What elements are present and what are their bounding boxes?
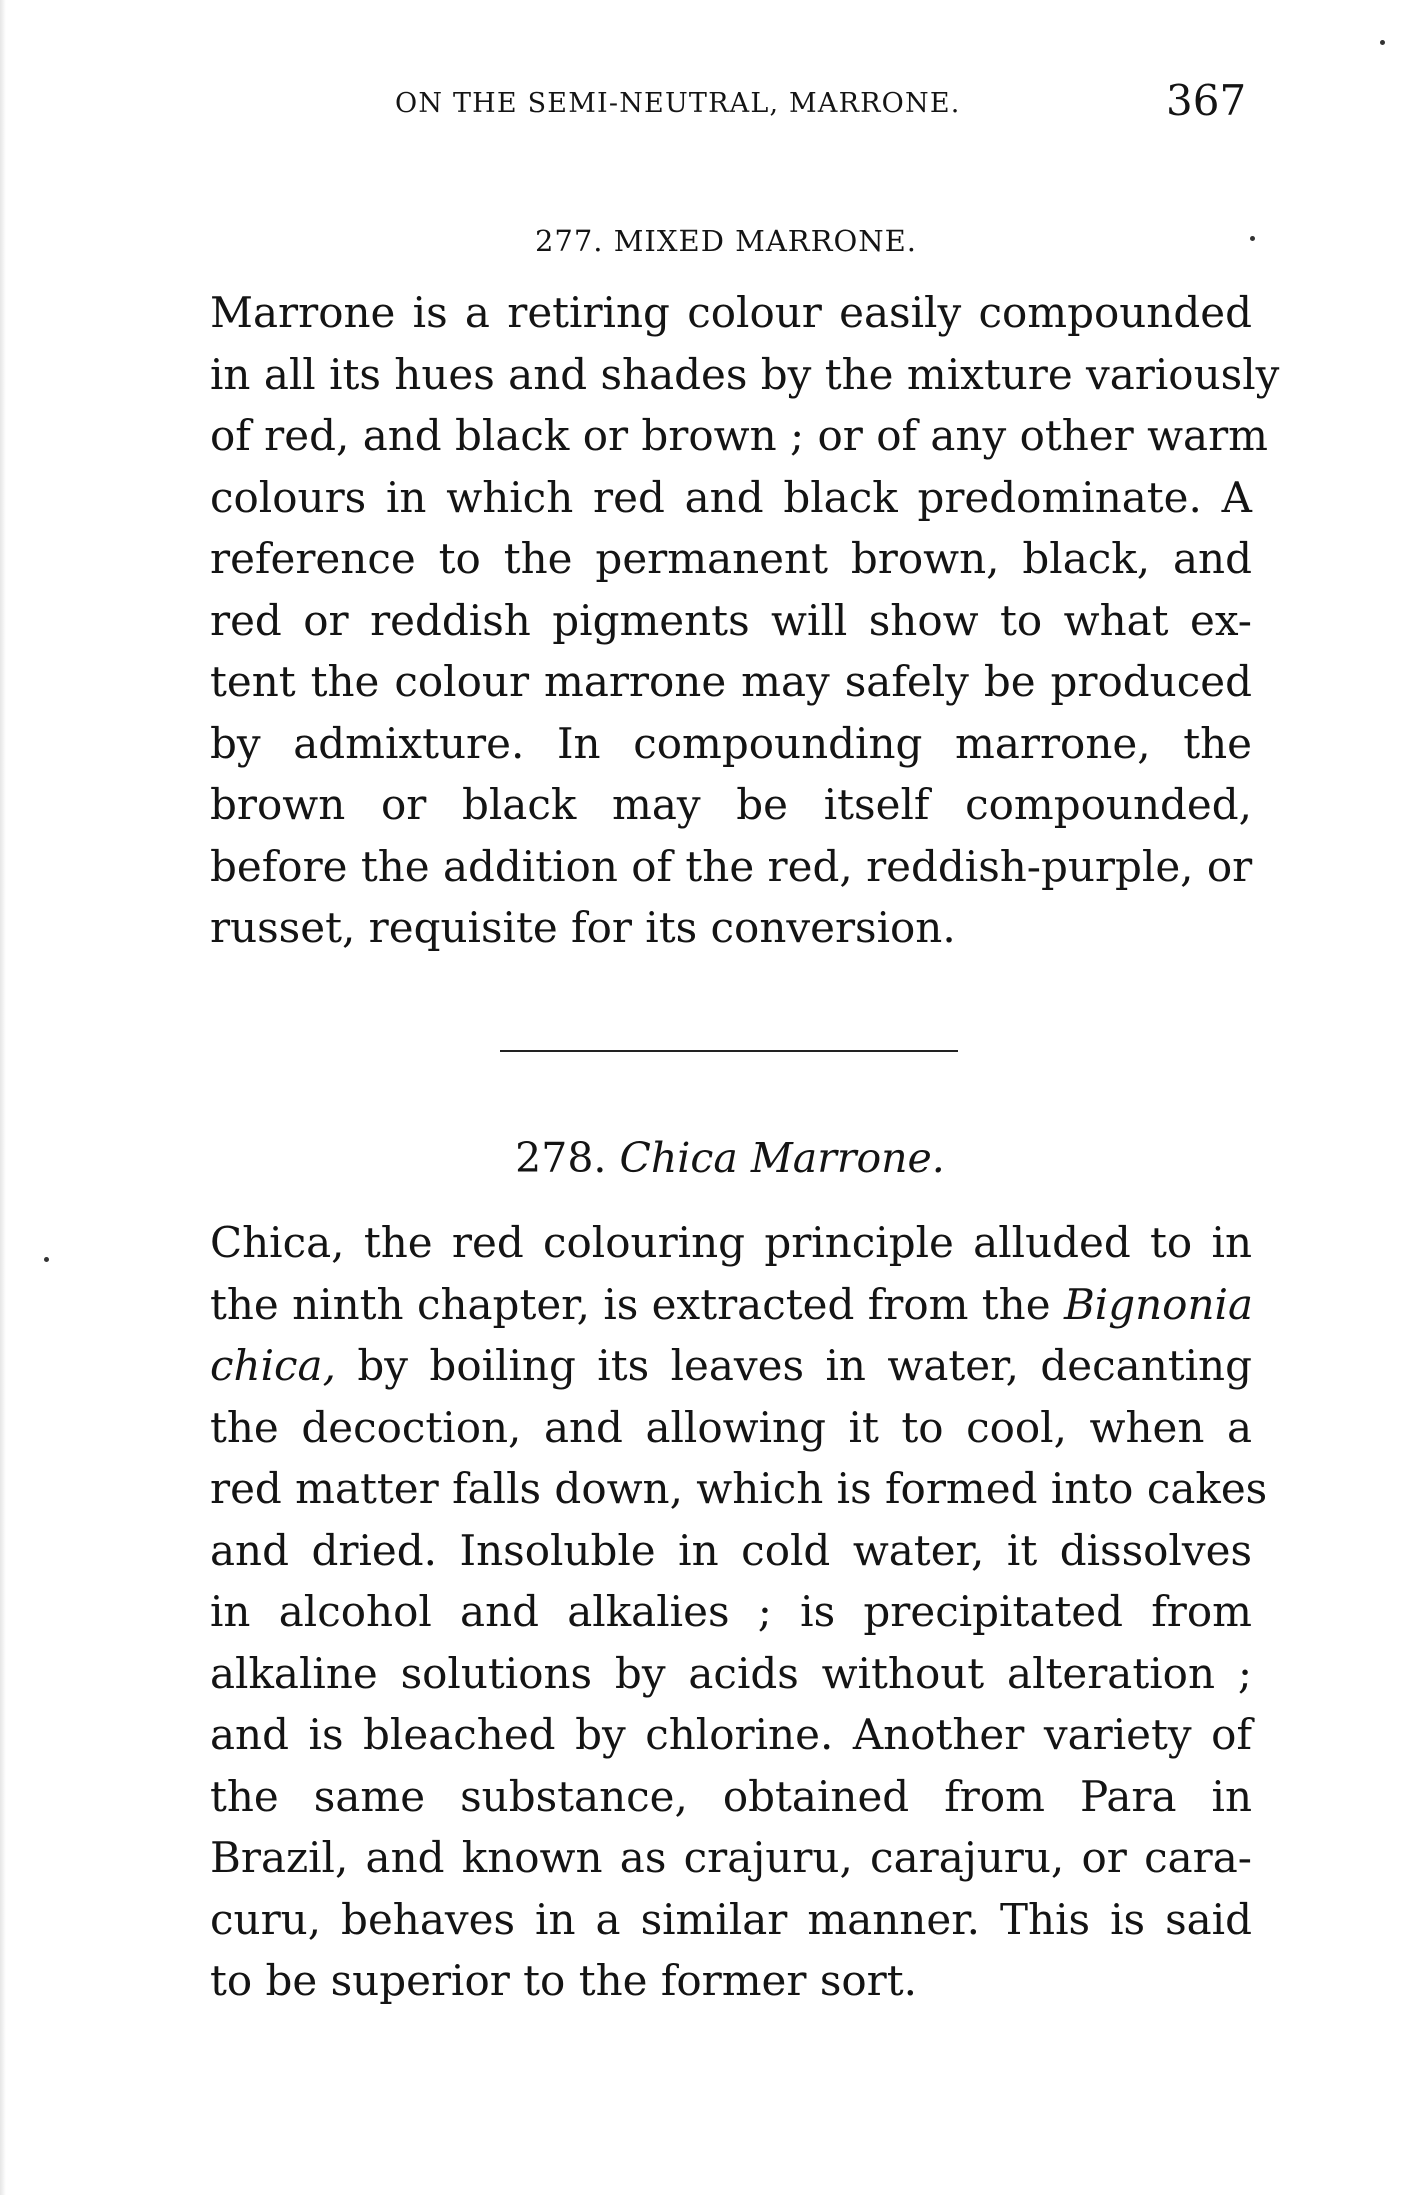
- scan-speck: [1380, 40, 1385, 45]
- text-line: and dried. Insoluble in cold water, it dissolves: [210, 1525, 1252, 1575]
- subsection-paragraph: [210, 1212, 1268, 2012]
- running-head: ON THE SEMI-NEUTRAL, MARRONE.: [395, 88, 961, 119]
- text-line: curu, behaves in a similar manner. This is said: [210, 1894, 1252, 1944]
- scan-speck: [44, 1257, 49, 1262]
- species-name: chica,: [210, 1341, 336, 1390]
- text-line: by admixture. In compounding marrone, the: [210, 718, 1252, 768]
- text-line: the decoction, and allowing it to cool, when a: [210, 1402, 1252, 1452]
- page-edge-shadow: [0, 0, 6, 2195]
- section-paragraph: [210, 282, 1280, 959]
- subsection-heading: [0, 1134, 1412, 1182]
- text-line: reference to the permanent brown, black, and: [210, 534, 1252, 583]
- scan-speck: [1250, 236, 1255, 241]
- text-line: brown or black may be itself compounded,: [210, 780, 1252, 829]
- text-line: russet, requisite for its conversion.: [210, 903, 956, 952]
- section-heading: 277. MIXED MARRONE.: [534, 224, 918, 258]
- text-line: of red, and black or brown ; or of any other warm: [210, 411, 1268, 460]
- text-line: Marrone is a retiring colour easily compounded: [210, 288, 1252, 337]
- text-line: tent the colour marrone may safely be produced: [210, 657, 1252, 706]
- text-line: red matter falls down, which is formed into cakes: [210, 1464, 1268, 1513]
- section-divider: [500, 1050, 958, 1052]
- text-line: Brazil, and known as crajuru, carajuru, or cara-: [210, 1833, 1252, 1882]
- text-line: before the addition of the red, reddish-purple, or: [210, 841, 1253, 891]
- text-line: red or reddish pigments will show to what ex-: [210, 595, 1252, 645]
- subsection-title: Chica Marrone.: [619, 1134, 945, 1182]
- page-number: 367: [1166, 76, 1247, 125]
- text-line: in all its hues and shades by the mixture variously: [210, 349, 1280, 399]
- text-line: colours in which red and black predominate. A: [210, 472, 1252, 522]
- species-name: Bignonia: [1063, 1279, 1253, 1329]
- text-line: Chica, the red colouring principle alluded to in: [210, 1218, 1252, 1267]
- text-fragment: the ninth chapter, is extracted from the: [210, 1279, 1051, 1329]
- text-line: alkaline solutions by acids without alteration ;: [210, 1648, 1252, 1698]
- text-line: [210, 1274, 1252, 1336]
- text-line: in alcohol and alkalies ; is precipitated from: [210, 1587, 1252, 1636]
- text-fragment: by boiling its leaves in water, decanting: [357, 1341, 1252, 1390]
- text-line: the same substance, obtained from Para in: [210, 1771, 1252, 1821]
- text-line: to be superior to the former sort.: [210, 1956, 917, 2005]
- text-line: [210, 1335, 1252, 1397]
- text-line: and is bleached by chlorine. Another variety of: [210, 1710, 1252, 1759]
- subsection-number: 278.: [515, 1134, 607, 1182]
